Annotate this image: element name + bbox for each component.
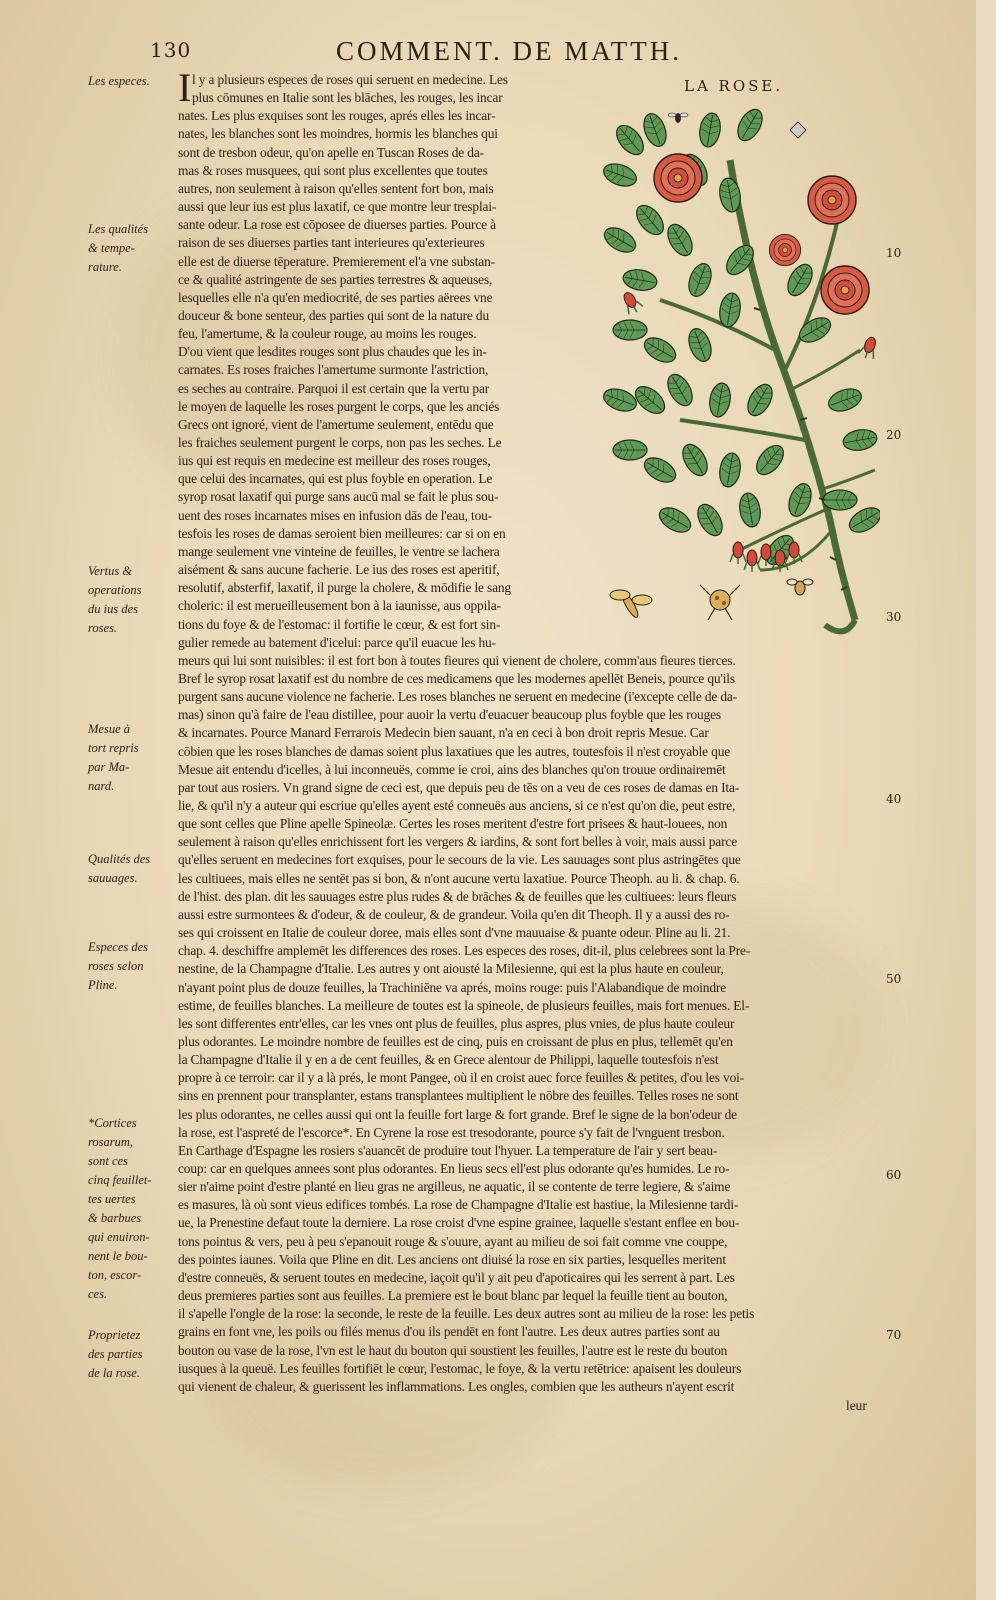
text-line: lie, & qu'il n'y a auteur qui escriue qu'elles ayent esté conneuës aus anciens, si ce n'est qu'on die, peut estre, (178, 798, 736, 813)
text-line: resolutif, absterfif, laxatif, il purge la cholere, & mōdifie le sang (178, 580, 511, 596)
margin-note (88, 562, 168, 638)
catchword: leur (846, 1398, 867, 1413)
text-line: n'ayant point plus de douze feuilles, la Trachiniēne va aprés, moins rouge: puis l'Alabandique de moindre (178, 979, 727, 995)
margin-note (88, 850, 168, 888)
margin-note (88, 720, 168, 796)
text-line: coup: car en quelques annees sont plus odorantes. En lieus secs ell'est plus odorante qu'es humides. Le ro- (178, 1161, 730, 1176)
text-line: uent des roses incarnates mises en infusion dās de l'eau, tou- (178, 507, 493, 523)
line-number: 70 (886, 1328, 902, 1342)
margin-note-line: Proprietez (88, 1328, 141, 1342)
text-line: grains en font vne, les poils ou filés menus d'ou ils pendēt en font l'autre. Les deux autres parties sont au (178, 1324, 720, 1340)
text-line: ius qui est requis en medecine est meilleur des roses rouges, (178, 453, 491, 469)
text-line: nates, les blanches sont les moindres, hormis les blanches qui (178, 126, 498, 142)
text-line: qu'elles seruent en medecines fort exquises, pour le secours de la vie. Les sauuages sont plus astringētes que (178, 852, 741, 868)
text-line: tesfois les roses de damas seroient bien meilleures: car si on en (178, 525, 506, 541)
page-number: 130 (150, 38, 192, 62)
text-line: les fraiches seulement purgent le corps, non pas les seches. Le (178, 435, 502, 450)
margin-note-line: Qualités des (88, 852, 151, 866)
text-line: purgent sans aucune violence ne facherie. Les roses blanches ne seruent en medecine (i'excepte celle de da- (178, 689, 738, 705)
line-number: 20 (886, 428, 902, 442)
text-line: ses qui croissent en Italie de couleur doree, mais elles sont d'vne mauuaise & puante odeur. Pline au li. 21. (178, 925, 731, 941)
margin-note-line: Especes des (88, 940, 149, 954)
margin-note-line: Pline. (88, 978, 118, 992)
line-number: 40 (886, 792, 902, 806)
line-number: 10 (886, 246, 902, 260)
margin-note-line: nent le bou- (88, 1249, 148, 1263)
margin-note-line: tes uertes (88, 1192, 136, 1206)
text-line: elle est de diuerse tēperature. Premierement el'a vne substan- (178, 253, 495, 269)
text-line: Grecs ont ignoré, vient de l'amertume seulement, entēdu que (178, 416, 494, 432)
margin-note-line: des parties (88, 1347, 143, 1361)
text-line: mas) sinon qu'à faire de l'eau distillee, pour auoir la vertu d'euacuer beaucoup plus foyble que les rouges (178, 707, 721, 723)
text-line: Bref le syrop rosat laxatif est du nombre de ces medicamens que les modernes apellēt Beneis, pource qu'ils (178, 670, 735, 686)
text-line: sante odeur. La rose est cōposee de diuerses parties. Pource à (178, 217, 496, 233)
text-line: ue, la Prenestine defaut toute la derniere. La rose croist d'vne espine grainee, laquelle s'estant enflee en bou- (178, 1215, 740, 1231)
text-line: bouton ou vase de la rose, l'vn est le haut du bouton qui soustient les feuilles, l'autre est le reste du bouton (178, 1342, 728, 1358)
margin-note (88, 72, 168, 91)
margin-note-line: par Ma- (88, 760, 130, 774)
text-line: Mesue ait entendu d'icelles, à lui inconneuës, comme ie croi, ains des blanches qu'on trouue ordinairemēt (178, 761, 726, 777)
text-line: d'estre conneuës, & seruent toutes en medecine, iaçoit qu'il y ait peu d'apoticaires qui les serrent à part. Les (178, 1269, 735, 1285)
text-line: aussi estre surmontees & d'odeur, & de couleur, & de grandeur. Voila qu'en dit Theoph. Il y a aussi des ro- (178, 906, 730, 922)
text-line: par tout aus rosiers. Vn grand signe de ceci est, que depuis peu de tēs on a veu de ces roses de damas en Ita- (178, 779, 740, 795)
text-line: meurs qui lui sont nuisibles: il est fort bon à toutes fieures qui vienent de cholere, comm'aus fieures tierces. (178, 652, 736, 668)
text-line: ce & qualité astringente de ses parties terrestres & aqueuses, (178, 271, 493, 287)
margin-note-line: cinq feuillet- (88, 1173, 152, 1187)
margin-note-line: Mesue à (88, 722, 130, 736)
text-line: gulier remede au batement d'icelui: parce qu'il euacue les hu- (178, 634, 496, 650)
figure-title: LA ROSE. (684, 77, 784, 95)
text-line: que celui des incarnates, qui est plus foyble en operation. Le (178, 471, 493, 487)
text-line: choleric: il est merueilleusement bon à la iaunisse, aus oppila- (178, 598, 501, 614)
margin-note-line: du ius des (88, 602, 138, 616)
text-line: plus odorantes. Le moindre nombre de feuilles est de cinq, puis en croissant de plus en plus, tellemēt qu'en (178, 1033, 733, 1049)
text-line: mange seulement vne vinteine de feuilles, le ventre se lachera (178, 543, 500, 559)
text-line: les sont differentes entr'elles, car les vnes ont plus de feuilles, plus aspres, plus vnies, de plus haute couleur (178, 1015, 735, 1031)
text-line: tons pointus & vers, peu à peu s'epanouit rouge & s'ouure, ayant au milieu de soi fait comme vne couppe, (178, 1233, 728, 1249)
margin-note-line: rosarum, (88, 1135, 134, 1149)
text-line: douceur & bone senteur, des parties qui sont de la nature du (178, 307, 490, 323)
text-line: carnates. Es roses fraiches l'amertume surmonte l'astriction, (178, 362, 489, 378)
page-header (150, 36, 790, 70)
margin-note-line: *Cortices (88, 1116, 137, 1130)
margin-note-line: & barbues (88, 1211, 142, 1225)
text-line: sins en prennent pour transplanter, estans transplantees multiplient le nōbre des feuilles. Telles roses ne sont (178, 1088, 739, 1104)
text-line: la rose, est l'aspreté de l'escorce*. En Cyrene la rose est tresodorante, pource s'y fait de l'vnguent tresbon. (178, 1124, 725, 1140)
text-line: aussi que leur ius est plus laxatif, ce que montre leur tresplai- (178, 199, 497, 215)
line-number: 60 (886, 1168, 902, 1182)
text-line: D'ou vient que lesdites rouges sont plus chaudes que les in- (178, 344, 487, 360)
text-line: sont de tresbon odeur, qu'on apelle en Tuscan Roses de da- (178, 144, 484, 160)
margin-note-line: de la rose. (88, 1366, 140, 1380)
margin-note-line: & tempe- (88, 241, 135, 255)
text-line: nestine, de la Champagne d'Italie. Les autres y ont aiousté la Milesienne, qui est la plus haute en couleur, (178, 961, 724, 977)
text-line: aisément & sans aucune facherie. Le ius des roses est aperitif, (178, 562, 500, 578)
margin-note (88, 220, 168, 277)
text-line: seulement à raison qu'elles enrichissent fort les vergers & iardins, & sont fort belles à voir, mais aussi parce (178, 834, 737, 850)
rose-woodcut-illustration (600, 100, 880, 640)
rose-plant-icon (600, 100, 880, 640)
text-line: qui vienent de chaleur, & guerissent les inflammations. Les ongles, combien que les autheurs n'ayent escrit (178, 1378, 735, 1394)
margin-note-line: qui enuiron- (88, 1230, 150, 1244)
margin-note-line: roses selon (88, 959, 144, 973)
margin-note-line: sont ces (88, 1154, 128, 1168)
text-line: feu, l'amertume, & la couleur rouge, au moins les rouges. (178, 326, 477, 342)
text-line: autres, non seulement à raison qu'elles sentent fort bon, mais (178, 180, 494, 196)
margin-note-line: sauuages. (88, 871, 138, 885)
margin-note-line: ton, escor- (88, 1268, 142, 1282)
text-line: raison de ses diuerses parties tant interieures qu'exterieures (178, 235, 485, 251)
text-line: & incarnates. Pource Manard Ferrarois Medecin bien sauant, n'a en ceci à bon droit repris Mesue. Car (178, 725, 709, 741)
margin-note-line: tort repris (88, 741, 139, 755)
text-line: lesquelles elle n'a qu'en mediocrité, de ses parties aërees vne (178, 289, 493, 305)
text-line: propre à ce terroir: car il y a là prés, le mont Pangee, où il en croist auec force feuilles & petites, d'ou les voi- (178, 1070, 745, 1086)
text-line: de l'hist. des plan. dit les sauuages estre plus rudes & de brāches & de feuilles que les cultiuees: leurs fleurs (178, 888, 737, 904)
margin-note-line: Vertus & (88, 564, 133, 578)
text-line: l y a plusieurs especes de roses qui seruent en medecine. Les (192, 72, 508, 87)
text-line: cōbien que les roses blanches de damas soient plus laxatiues que les autres, toutesfois il n'est croyable que (178, 743, 731, 759)
text-line: sier n'aime point d'estre planté en lieu gras ne argilleus, ne aquatic, il se contente de terre legiere, & s'aime (178, 1179, 731, 1195)
margin-note (88, 1326, 168, 1383)
line-number: 30 (886, 610, 902, 624)
running-head: COMMENT. DE MATTH. (336, 36, 682, 66)
margin-note (88, 938, 168, 995)
text-line: tions du foye & de l'estomac: il fortifie le cœur, & est fort sin- (178, 616, 501, 632)
text-line: il s'apelle l'ongle de la rose: la seconde, le reste de la feuille. Les deux autres sont au milieu de la rose: les petis (178, 1306, 755, 1322)
text-line: syrop rosat laxatif qui purge sans aucū mal se fait le plus sou- (178, 489, 499, 505)
margin-note-line: rature. (88, 260, 122, 274)
text-line: les cultiuees, mais elles ne sentēt pas si bon, & n'ont aucune vertu laxatiue. Pource Theoph. au li. & chap. 6. (178, 870, 740, 886)
text-line: es masures, là où sont vieus edifices tombés. La rose de Champagne d'Italie est hastiue, la Milesienne tardi- (178, 1197, 739, 1213)
text-line: plus cōmunes en Italie sont les blāches, les rouges, les incar (192, 90, 503, 106)
text-line: les plus odorantes, ne celles aussi qui ont la feuille fort large & fort grande. Bref le signe de la bon'odeur de (178, 1106, 737, 1122)
line-number: 50 (886, 972, 902, 986)
margin-note-line: ces. (88, 1287, 108, 1301)
insect-icon (610, 590, 652, 619)
text-line: deus premieres parties sont aus feuilles. La premiere est le bout blanc par lequel la feuille tient au bouton, (178, 1288, 728, 1304)
margin-note-line: Les especes. (88, 74, 150, 88)
margin-note-line: roses. (88, 621, 118, 635)
margin-note-line: Les qualités (88, 222, 149, 236)
margin-note-line: operations (88, 583, 142, 597)
text-line: chap. 4. deschiffre amplemēt les differences des roses. Les especes des roses, dit-il, plus celebrees sont la Pre- (178, 943, 751, 959)
text-line: En Carthage d'Espagne les rosiers s'auancēt de produire tout l'hyuer. La temperature de l'air y sert beau- (178, 1142, 718, 1158)
text-line: iusques à la queuë. Les feuilles fortifiēt le cœur, l'estomac, le foye, & la vertu retētrice: apaisent les douleurs (178, 1360, 742, 1376)
text-line: estime, de feuilles blanches. La meilleure de toutes est la spineole, de plusieurs feuilles, mais fort menues. El- (178, 997, 750, 1013)
text-line: que sont celles que Pline apelle Spineolæ. Certes les roses meritent d'estre fort prisees & haut-louees, non (178, 816, 728, 832)
text-line: le moyen de laquelle les roses purgent le corps, que les anciés (178, 398, 500, 414)
drop-capital: I (178, 65, 192, 110)
margin-note-line: nard. (88, 779, 115, 793)
text-line: la Champagne d'Italie il y en a de cent feuilles, & en Grece alentour de Philippi, laquelle toutesfois n'est (178, 1052, 719, 1068)
text-line: des pointes iaunes. Voila que Pline en dit. Les anciens ont diuisé la rose en six parties, lesquelles meritent (178, 1251, 726, 1267)
margin-note (88, 1114, 168, 1304)
text-line: es seches au contraire. Parquoi il est certain que la vertu par (178, 380, 490, 396)
text-line: mas & roses musquees, qui sont plus excellentes que toutes (178, 162, 488, 178)
text-line: nates. Les plus exquises sont les rouges, aprés elles les incar- (178, 108, 496, 124)
